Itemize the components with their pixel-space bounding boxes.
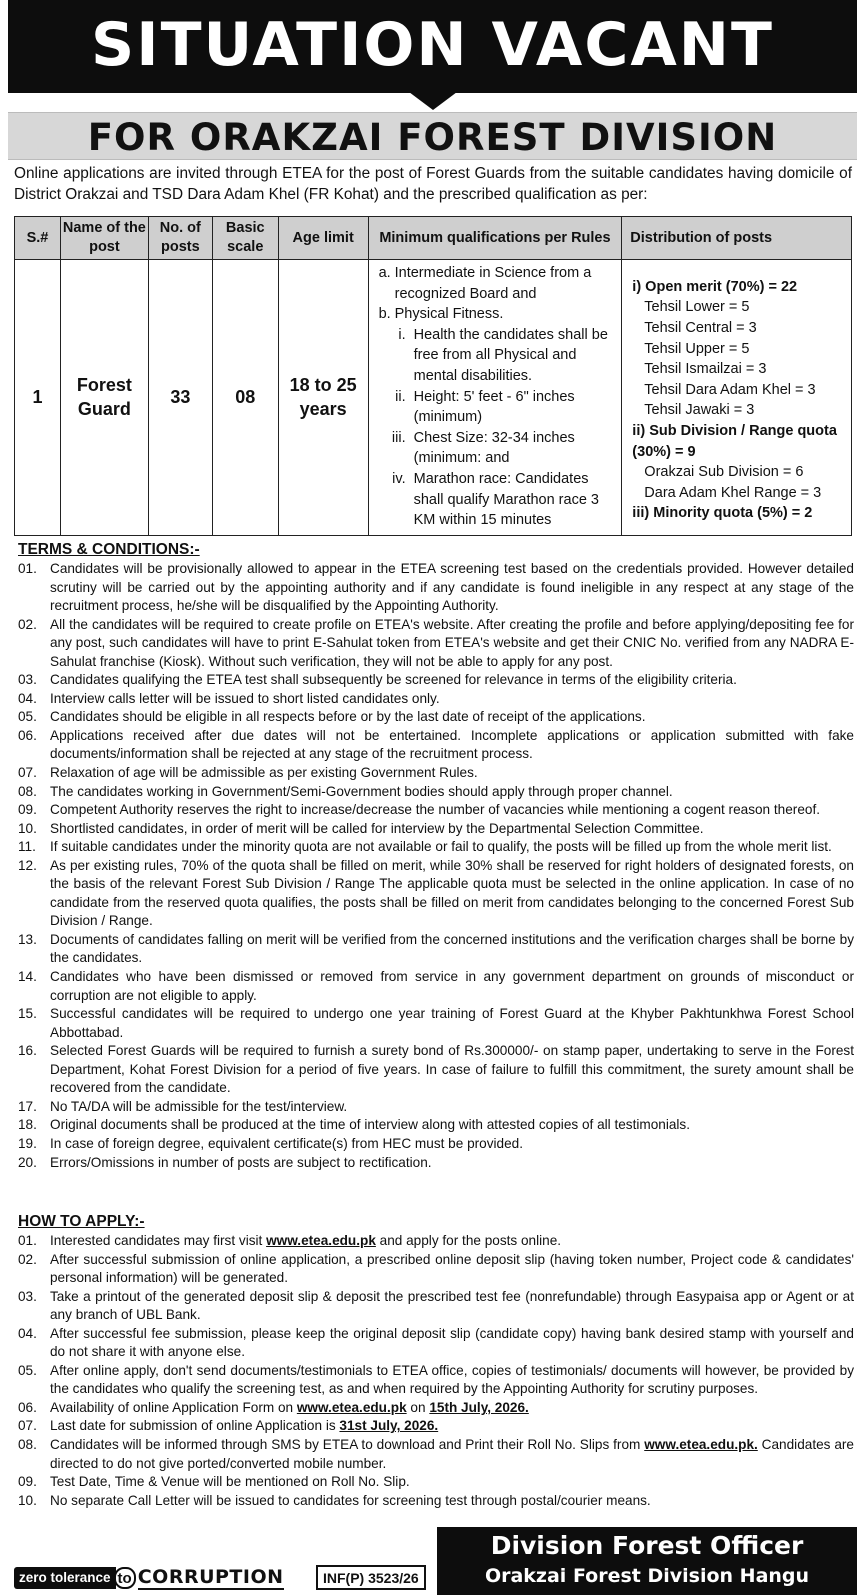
item-text: Candidates should be eligible in all respects before or by the last date of receipt of the applications. xyxy=(50,709,646,725)
item-number: 01. xyxy=(18,561,37,576)
item-number: 04. xyxy=(18,1325,37,1341)
office-name: Orakzai Forest Division Hangu xyxy=(484,1565,810,1587)
list-item xyxy=(18,1362,854,1399)
item-text: After successful submission of online application, a prescribed online deposit slip (having token number, Project code & candidates' personal information) will be generated. xyxy=(50,1251,854,1286)
item-number: 02. xyxy=(18,1251,37,1267)
qualification-text: Chest Size: 32-34 inches (minimum: and xyxy=(413,429,575,467)
cell-sno: 1 xyxy=(15,260,61,536)
item-number: 10. xyxy=(18,1492,37,1508)
list-item xyxy=(18,783,854,802)
item-number: 17. xyxy=(18,1098,37,1114)
qualification-text: Health the candidates shall be free from all Physical and mental disabilities. xyxy=(413,326,608,384)
item-number: 20. xyxy=(18,1154,37,1170)
item-text xyxy=(50,1399,854,1418)
item-text: All the candidates will be required to create profile on ETEA's website. After creating the profile and before applying/depositing fee for any post, such candidates will have to print E-Sahulat token from ETEA's website and get their CNIC No. verified from any NADRA E-Sahulat franchise (Kiosk). Without such verification, they will not be able to apply for any post. xyxy=(50,616,854,669)
item-number: 05. xyxy=(18,709,37,725)
header-posts: No. of posts xyxy=(148,217,212,260)
item-text: Relaxation of age will be admissible as per existing Government Rules. xyxy=(50,765,478,781)
item-number: 09. xyxy=(18,802,37,818)
item-text: Documents of candidates falling on merit will be verified from the concerned institutions and the verification charges shall be borne by the candidates. xyxy=(50,931,854,966)
qualification-marker: ii. xyxy=(395,388,406,405)
item-text xyxy=(50,1232,854,1251)
item-text xyxy=(50,1417,854,1436)
item-text: After online apply, don't send documents/testimonials to ETEA office, copies of testimonials/ documents will however, be provided by the candidates who qualify the screening test, as and when required by the Appointing Authority for scrutiny purposes. xyxy=(50,1362,854,1397)
list-item xyxy=(18,1098,854,1117)
item-text: The candidates working in Government/Semi-Government bodies should apply through proper channel. xyxy=(50,783,673,799)
cell-distribution xyxy=(622,260,852,536)
list-item xyxy=(18,1005,854,1042)
list-item xyxy=(18,1436,854,1473)
etea-website-link[interactable]: www.etea.edu.pk. xyxy=(644,1437,758,1453)
list-item xyxy=(18,708,854,727)
table-header-row xyxy=(15,217,852,260)
header-qualifications: Minimum qualifications per Rules xyxy=(368,217,622,260)
list-item xyxy=(18,968,854,1005)
list-item xyxy=(18,764,854,783)
item-text: After successful fee submission, please keep the original deposit slip (candidate copy) having bank desired stamp with yourself and do not share it with anyone else. xyxy=(50,1325,854,1360)
page-title: SITUATION VACANT xyxy=(91,10,774,80)
list-item xyxy=(18,1251,854,1288)
item-text: Successful candidates will be required to undergo one year training of Forest Guard at the Khyber Pakhtunkhwa Forest School Abbottabad. xyxy=(50,1006,854,1040)
distribution-item: Tehsil Lower = 5 xyxy=(644,299,750,316)
table-row xyxy=(15,260,852,536)
cell-posts: 33 xyxy=(148,260,212,536)
posts-table xyxy=(14,216,852,536)
distribution-item: Tehsil Central = 3 xyxy=(644,319,757,336)
item-number: 18. xyxy=(18,1117,37,1133)
qualification-marker: a. xyxy=(378,265,391,281)
qualification-item xyxy=(379,428,616,469)
qualification-marker: iii. xyxy=(391,429,406,446)
list-item xyxy=(18,1325,854,1362)
item-number: 15. xyxy=(18,1006,37,1022)
item-number: 08. xyxy=(18,1437,37,1453)
cell-post-name: Forest Guard xyxy=(60,260,148,536)
list-item xyxy=(18,616,854,672)
terms-heading: TERMS & CONDITIONS:- xyxy=(18,541,200,558)
item-number: 04. xyxy=(18,690,37,706)
officer-title: Division Forest Officer xyxy=(490,1531,804,1560)
item-text: Candidates who have been dismissed or removed from service in any government department on grounds of misconduct or corruption are not eligible to apply. xyxy=(50,969,854,1003)
item-text: Applications received after due dates will not be entertained. Incomplete applications or application submitted with fake documents/information shall be rejected at any stage of the recruitment process. xyxy=(50,727,854,762)
item-number: 07. xyxy=(18,1418,37,1434)
qualification-text: Intermediate in Science from a recognized Board and xyxy=(394,265,592,302)
list-item xyxy=(18,1473,854,1492)
item-number: 14. xyxy=(18,969,37,985)
list-item xyxy=(18,1042,854,1098)
banner-notch xyxy=(409,92,457,110)
item-text: Competent Authority reserves the right to increase/decrease the number of vacancies while mentioning a cogent reason thereof. xyxy=(50,802,820,818)
list-item xyxy=(18,1492,854,1511)
qualification-item xyxy=(379,325,616,387)
list-item xyxy=(18,857,854,931)
header-sno: S.# xyxy=(15,217,61,260)
header-distribution: Distribution of posts xyxy=(622,217,852,260)
text-span: Last date for submission of online Application is xyxy=(50,1418,340,1434)
item-number: 11. xyxy=(18,839,36,855)
list-item xyxy=(18,820,854,839)
text-span: Availability of online Application Form on xyxy=(50,1399,297,1415)
distribution-item: ii) Sub Division / Range quota (30%) = 9 xyxy=(632,422,837,460)
item-number: 07. xyxy=(18,765,37,781)
item-number: 08. xyxy=(18,783,37,799)
etea-website-link[interactable]: www.etea.edu.pk xyxy=(266,1233,376,1248)
qualification-marker: b. xyxy=(378,306,391,323)
item-number: 02. xyxy=(18,616,37,632)
signature-block xyxy=(437,1527,857,1595)
item-text: If suitable candidates under the minority quota are not available or fail to qualify, the posts will be filled up from the whole merit list. xyxy=(50,839,832,855)
page-subtitle: FOR ORAKZAI FOREST DIVISION xyxy=(87,116,778,159)
list-item xyxy=(18,560,854,616)
header-banner xyxy=(8,0,857,93)
distribution-item: Tehsil Dara Adam Khel = 3 xyxy=(644,381,816,398)
list-item xyxy=(18,1399,854,1418)
qualification-item xyxy=(379,304,616,325)
list-item xyxy=(18,1417,854,1436)
list-item xyxy=(18,801,854,820)
list-item xyxy=(18,1116,854,1135)
item-text: As per existing rules, 70% of the quota shall be filled on merit, while 30% shall be reserved for right holders of designated forests, on the basis of the relevant Forest Sub Division / Range The applicable quota must be selected in the online application. In case of no candidate from the reserved quota qualifies, the posts shall be filled on merit from candidates belonging to the concerned Forest Sub Division / Range. xyxy=(50,857,854,929)
item-text: No separate Call Letter will be issued to candidates for screening test through postal/courier means. xyxy=(50,1492,651,1508)
item-number: 06. xyxy=(18,727,37,743)
howto-section xyxy=(18,1212,854,1510)
distribution-item: Dara Adam Khel Range = 3 xyxy=(644,484,822,501)
header-name: Name of the post xyxy=(60,217,148,260)
distribution-item: Orakzai Sub Division = 6 xyxy=(644,464,804,481)
distribution-item: Tehsil Ismailzai = 3 xyxy=(644,361,767,378)
qualification-item xyxy=(379,263,616,304)
item-number: 01. xyxy=(18,1233,37,1248)
etea-website-link[interactable]: www.etea.edu.pk xyxy=(296,1399,407,1415)
qualification-marker: i. xyxy=(398,326,406,343)
qualification-item xyxy=(379,469,616,531)
terms-list xyxy=(18,560,854,1172)
terms-section xyxy=(18,540,854,1172)
last-date: 31st July, 2026. xyxy=(339,1418,439,1434)
list-item xyxy=(18,838,854,857)
corruption-label: CORRUPTION xyxy=(137,1566,284,1588)
subtitle-banner xyxy=(8,112,857,160)
item-text: Interview calls letter will be issued to short listed candidates only. xyxy=(50,690,440,706)
item-text: No TA/DA will be admissible for the test/interview. xyxy=(50,1098,348,1114)
howto-heading: HOW TO APPLY:- xyxy=(18,1213,145,1230)
text-span: Candidates are directed to do not give ported/converted mobile number. xyxy=(50,1437,854,1471)
zero-tolerance-logo xyxy=(14,1566,284,1590)
item-text: In case of foreign degree, equivalent certificate(s) from HEC must be provided. xyxy=(50,1135,523,1151)
item-text: Errors/Omissions in number of posts are subject to rectification. xyxy=(50,1154,432,1170)
item-text: Shortlisted candidates, in order of merit will be called for interview by the Departmental Selection Committee. xyxy=(50,820,704,836)
qualification-item xyxy=(379,387,616,428)
text-span: on xyxy=(406,1399,430,1415)
item-number: 16. xyxy=(18,1043,37,1059)
item-text: Candidates qualifying the ETEA test shall subsequently be screened for relevance in terms of the eligibility criteria. xyxy=(50,672,737,688)
distribution-item: i) Open merit (70%) = 22 xyxy=(632,278,798,295)
header-age: Age limit xyxy=(278,217,368,260)
item-number: 03. xyxy=(18,1288,37,1304)
availability-date: 15th July, 2026. xyxy=(429,1399,529,1415)
qualification-text: Height: 5' feet - 6" inches (minimum) xyxy=(413,388,575,426)
cell-age: 18 to 25 years xyxy=(278,260,368,536)
item-text: Selected Forest Guards will be required to furnish a surety bond of Rs.300000/- on stamp paper, undertaking to serve in the Forest Department, Kohat Forest Division for a period of five years. In case of failure to fulfill this commitment, the surety amount shall be recovered from the candidate. xyxy=(50,1043,854,1096)
item-number: 19. xyxy=(18,1135,37,1151)
item-text: Take a printout of the generated deposit slip & deposit the prescribed test fee (nonrefundable) through Easypaisa app or Agent or at any branch of UBL Bank. xyxy=(50,1288,854,1323)
inf-reference: INF(P) 3523/26 xyxy=(316,1565,426,1590)
list-item xyxy=(18,671,854,690)
cell-scale: 08 xyxy=(212,260,278,536)
distribution-item: Tehsil Upper = 5 xyxy=(644,340,750,357)
text-span: Interested candidates may first visit xyxy=(50,1233,267,1248)
to-label: to xyxy=(114,1567,136,1589)
item-number: 09. xyxy=(18,1474,37,1490)
item-number: 10. xyxy=(18,820,37,836)
qualification-marker: iv. xyxy=(392,470,406,487)
list-item xyxy=(18,1232,854,1251)
list-item xyxy=(18,690,854,709)
text-span: and apply for the posts online. xyxy=(375,1233,562,1248)
list-item xyxy=(18,1135,854,1154)
item-number: 12. xyxy=(18,857,37,873)
cell-qualifications xyxy=(368,260,622,536)
distribution-item: Tehsil Jawaki = 3 xyxy=(644,402,755,419)
list-item xyxy=(18,727,854,764)
qualification-text: Physical Fitness. xyxy=(394,306,504,323)
item-number: 13. xyxy=(18,931,37,947)
item-number: 05. xyxy=(18,1362,37,1378)
intro-paragraph: Online applications are invited through ETEA for the post of Forest Guards from the suitable candidates having domicile of District Orakzai and TSD Dara Adam Khel (FR Kohat) and the prescribed qualification as per: xyxy=(14,165,852,203)
item-text: Original documents shall be produced at the time of interview along with attested copies of all testimonials. xyxy=(50,1117,691,1133)
header-scale: Basic scale xyxy=(212,217,278,260)
item-number: 03. xyxy=(18,672,37,688)
list-item xyxy=(18,1154,854,1173)
distribution-item: iii) Minority quota (5%) = 2 xyxy=(632,505,813,522)
qualification-text: Marathon race: Candidates shall qualify Marathon race 3 KM within 15 minutes xyxy=(413,470,599,529)
item-number: 06. xyxy=(18,1399,37,1415)
text-span: Candidates will be informed through SMS by ETEA to download and Print their Roll No. Slips from xyxy=(50,1437,645,1453)
list-item xyxy=(18,1288,854,1325)
item-text xyxy=(50,1436,854,1473)
list-item xyxy=(18,931,854,968)
item-text: Test Date, Time & Venue will be mentioned on Roll No. Slip. xyxy=(50,1474,410,1490)
item-text: Candidates will be provisionally allowed to appear in the ETEA screening test based on the credentials provided. However detailed scrutiny will be carried out by the appointing authority and if any candidate is found ineligible in any respect at any stage of the recruitment process, he/she will be disqualified by the Appointing Authority. xyxy=(50,561,854,614)
zero-tolerance-label: zero tolerance xyxy=(14,1567,116,1589)
